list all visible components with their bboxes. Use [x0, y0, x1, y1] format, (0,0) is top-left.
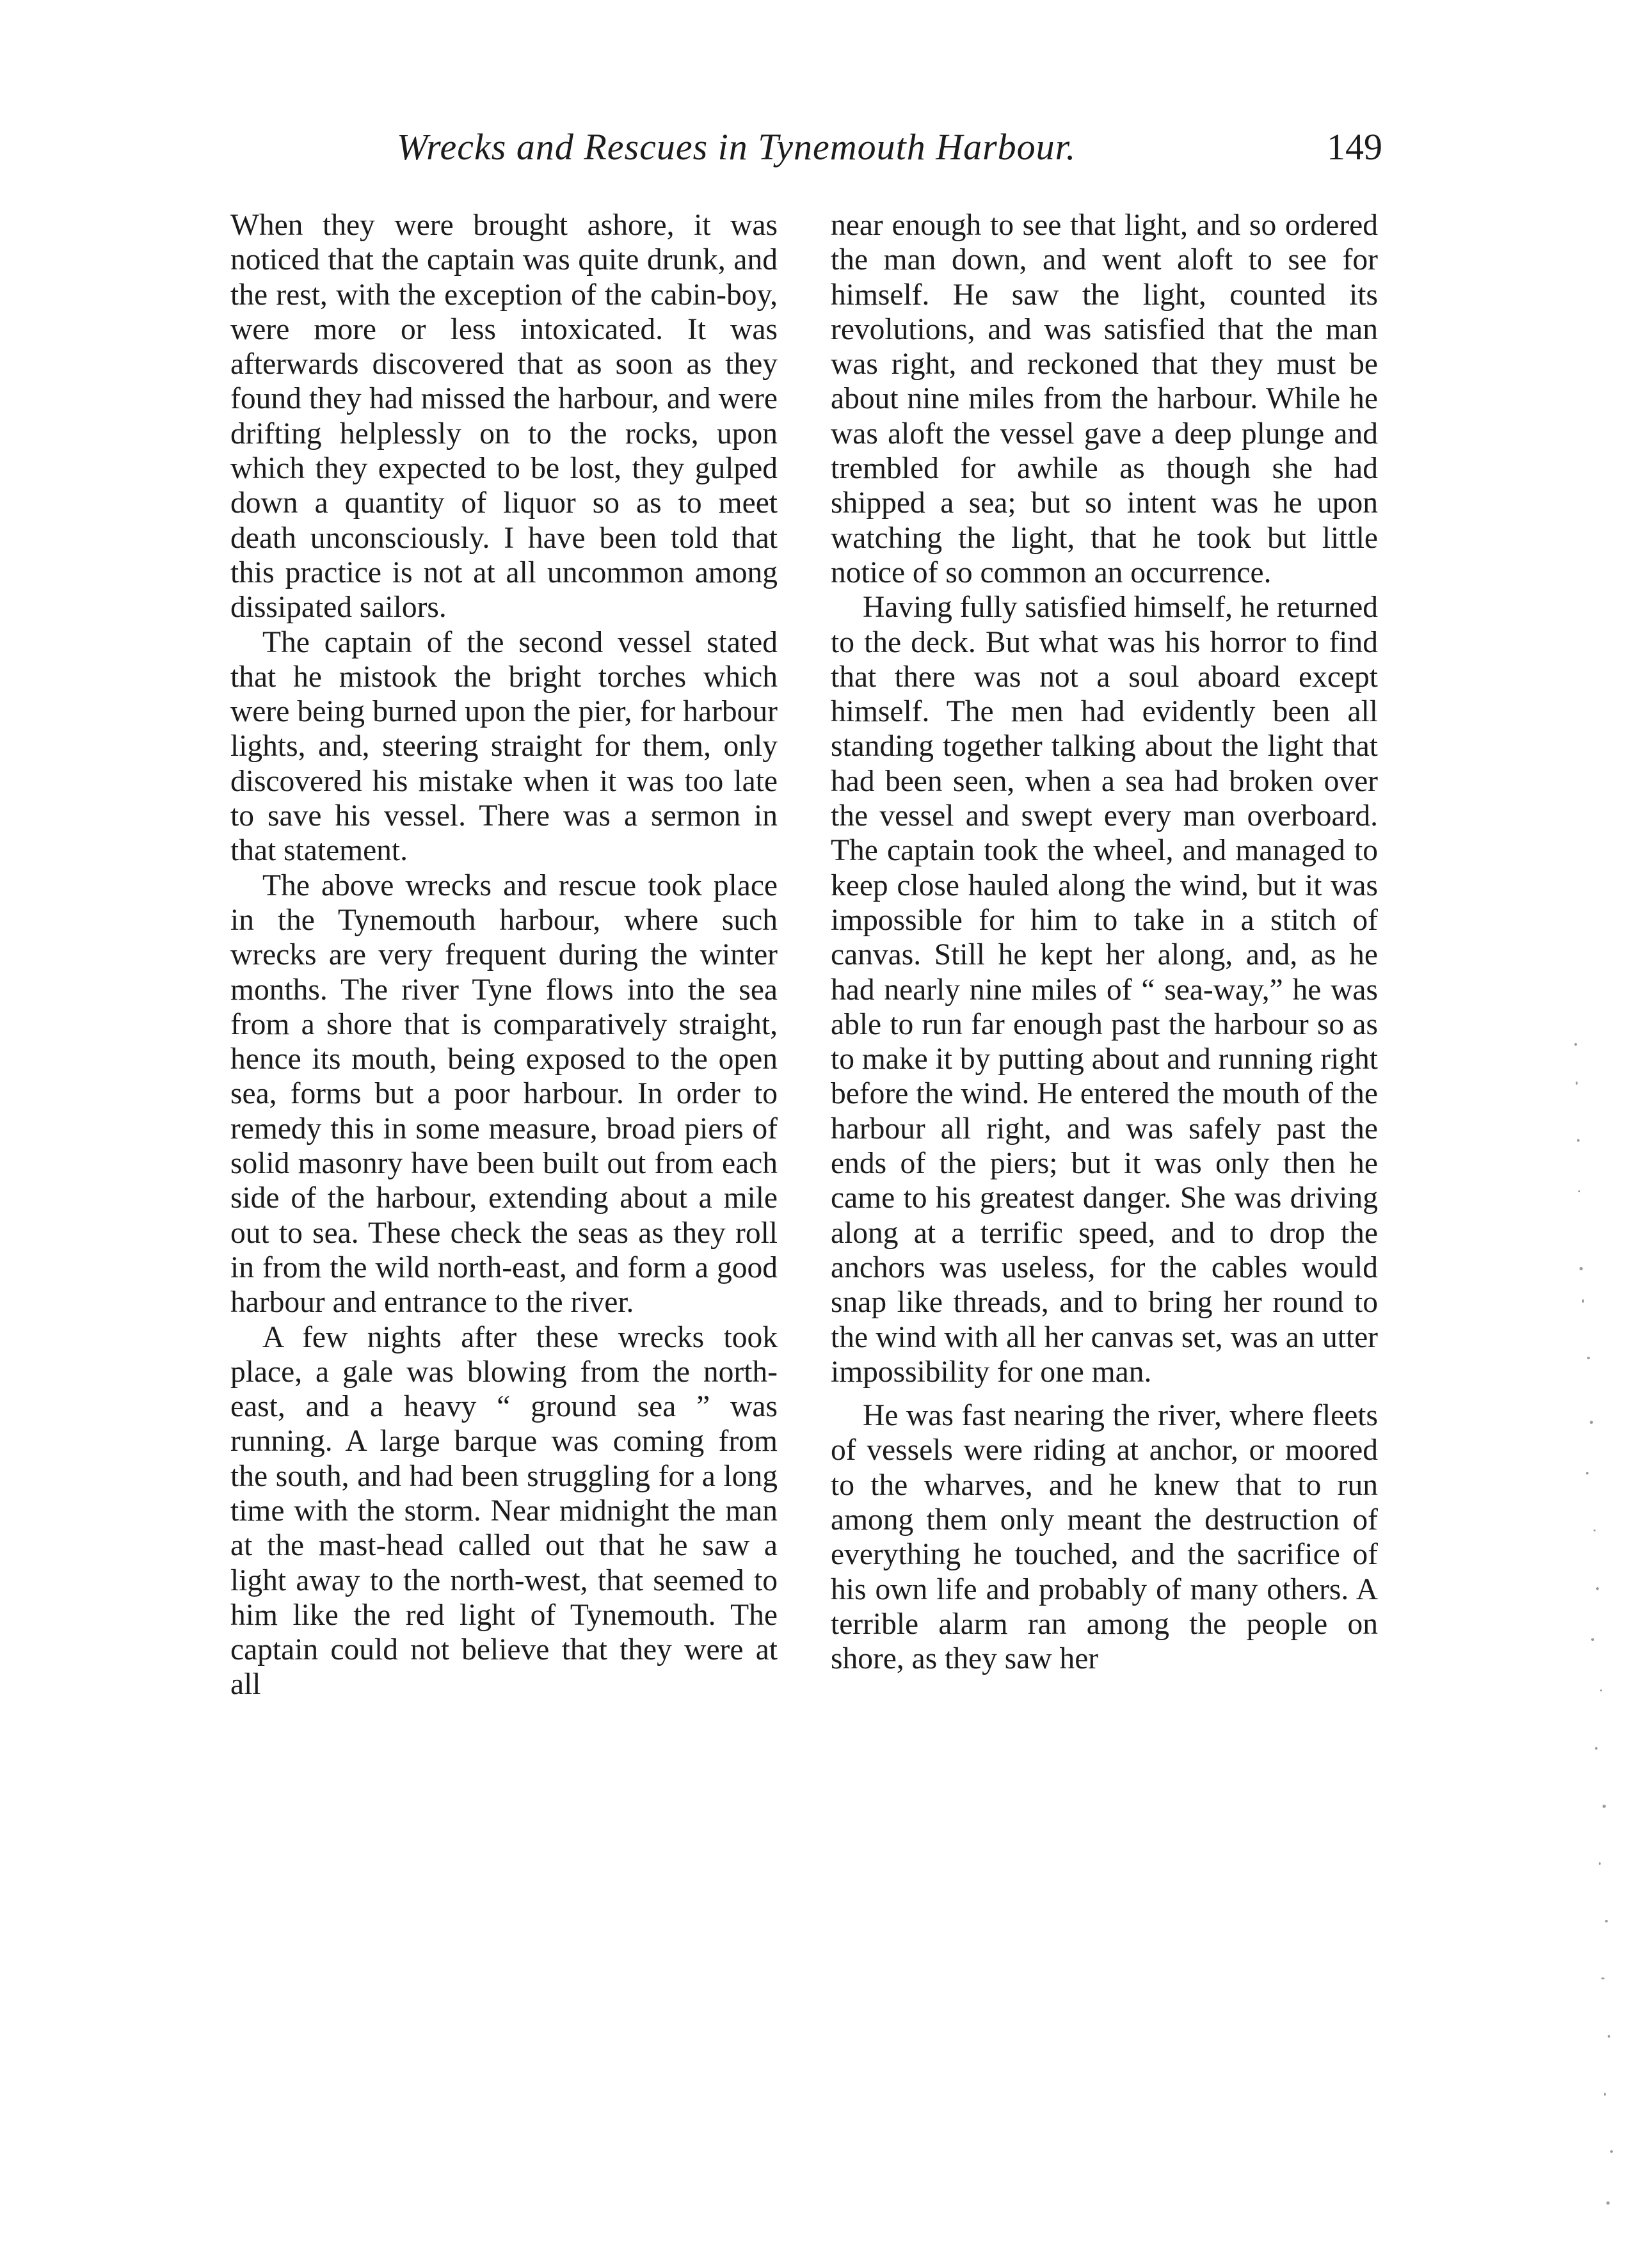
paragraph: The above wrecks and rescue took place in the Tynemouth harbour, where such wrecks are very frequent during the winter months. The river Tyne flows into the sea from a shore that is comparatively straight, hence its mouth, being exposed to the open sea, forms but a poor harbour. In order to remedy this in some measure, broad piers of solid masonry have been built out from each side of the harbour, extending about a mile out to sea. These check the seas as they roll in from the wild north-east, and form a good harbour and entrance to the river.: [230, 868, 778, 1320]
speck: [1594, 1529, 1596, 1531]
speck: [1577, 1139, 1580, 1142]
paragraph: The captain of the second vessel stated that he mistook the bright torches which were being burned upon the pier, for harbour lights, and, steering straight for them, only discovered his mistake when it was too late to save his vessel. There was a sermon in that statement.: [230, 625, 778, 868]
speck: [1610, 2150, 1613, 2153]
speck: [1606, 2201, 1610, 2205]
speck: [1595, 1747, 1597, 1750]
speck: [1578, 1190, 1580, 1192]
speck: [1576, 1082, 1578, 1085]
speck: [1601, 1977, 1604, 1979]
paragraph: near enough to see that light, and so ordered the man down, and went aloft to see for himself. He saw the light, counted its revolutions, and was satisfied that the man was right, and reckoned that they must be about nine miles from the harbour. While he was aloft the vessel gave a deep plunge and trembled for awhile as though she had shipped a sea; but so intent was he upon watching the light, that he took but little notice of so common an occurrence.: [831, 209, 1378, 589]
margin-bleed-through: [1549, 1024, 1619, 2240]
speck: [1586, 1472, 1588, 1474]
paragraph: Having fully satisfied himself, he returned to the deck. But what was his horror to find that there was not a soul aboard except himself. The men had evidently been all standing together talking about the light that had been seen, when a sea had broken over the vessel and swept every man overboard. The captain took the wheel, and managed to keep close hauled along the wind, but it was impossible for him to take in a stitch of canvas. Still he kept her along, and, as he had nearly nine miles of “ sea-way,” he was able to run far enough past the harbour so as to make it by putting about and running right before the wind. He entered the mouth of the harbour all right, and was safely past the ends of the piers; but it was only then he came to his greatest danger. She was driving along at a terrific speed, and to drop the anchors was useless, for the cables would snap like threads, and to bring her round to the wind with all her canvas set, was an utter impossibility for one man.: [831, 591, 1378, 1389]
speck: [1603, 1805, 1606, 1808]
speck: [1587, 1357, 1590, 1359]
right-column: [831, 208, 1378, 1676]
speck: [1580, 1267, 1583, 1270]
running-title: Wrecks and Rescues in Tynemouth Harbour.: [397, 126, 1076, 168]
speck: [1604, 2093, 1606, 2096]
speck: [1590, 1421, 1593, 1424]
speck: [1599, 1862, 1601, 1865]
speck: [1600, 1689, 1602, 1691]
page-number: 149: [1327, 126, 1382, 168]
left-column: [230, 208, 778, 1702]
paragraph: He was fast nearing the river, where fleets of vessels were riding at anchor, or moored to the wharves, and he knew that to run among them only meant the destruction of everything he touched, and the sacrifice of his own life and probably of many others. A terrible alarm ran among the people on shore, as they saw her: [831, 1399, 1378, 1676]
speck: [1591, 1638, 1594, 1641]
speck: [1605, 1920, 1608, 1922]
paragraph: When they were brought ashore, it was noticed that the captain was quite drunk, and the rest, with the exception of the cabin-boy, were more or less intoxicated. It was afterwards discovered that as soon as they found they had missed the harbour, and were drifting helplessly on to the rocks, upon which they expected to be lost, they gulped down a quantity of liquor so as to meet death unconsciously. I have been told that this practice is not at all uncommon among dissipated sailors.: [230, 209, 778, 625]
speck: [1574, 1043, 1577, 1046]
speck: [1608, 2035, 1610, 2038]
speck: [1596, 1587, 1599, 1590]
paragraph: A few nights after these wrecks took place, a gale was blowing from the north-east, and a heavy “ ground sea ” was running. A large barque was coming from the south, and had been struggling for a long time with the storm. Near midnight the man at the mast-head called out that he saw a light away to the north-west, that seemed to him like the red light of Tynemouth. The captain could not believe that they were at all: [230, 1320, 778, 1702]
speck: [1582, 1299, 1584, 1303]
page-header: [397, 125, 1382, 182]
